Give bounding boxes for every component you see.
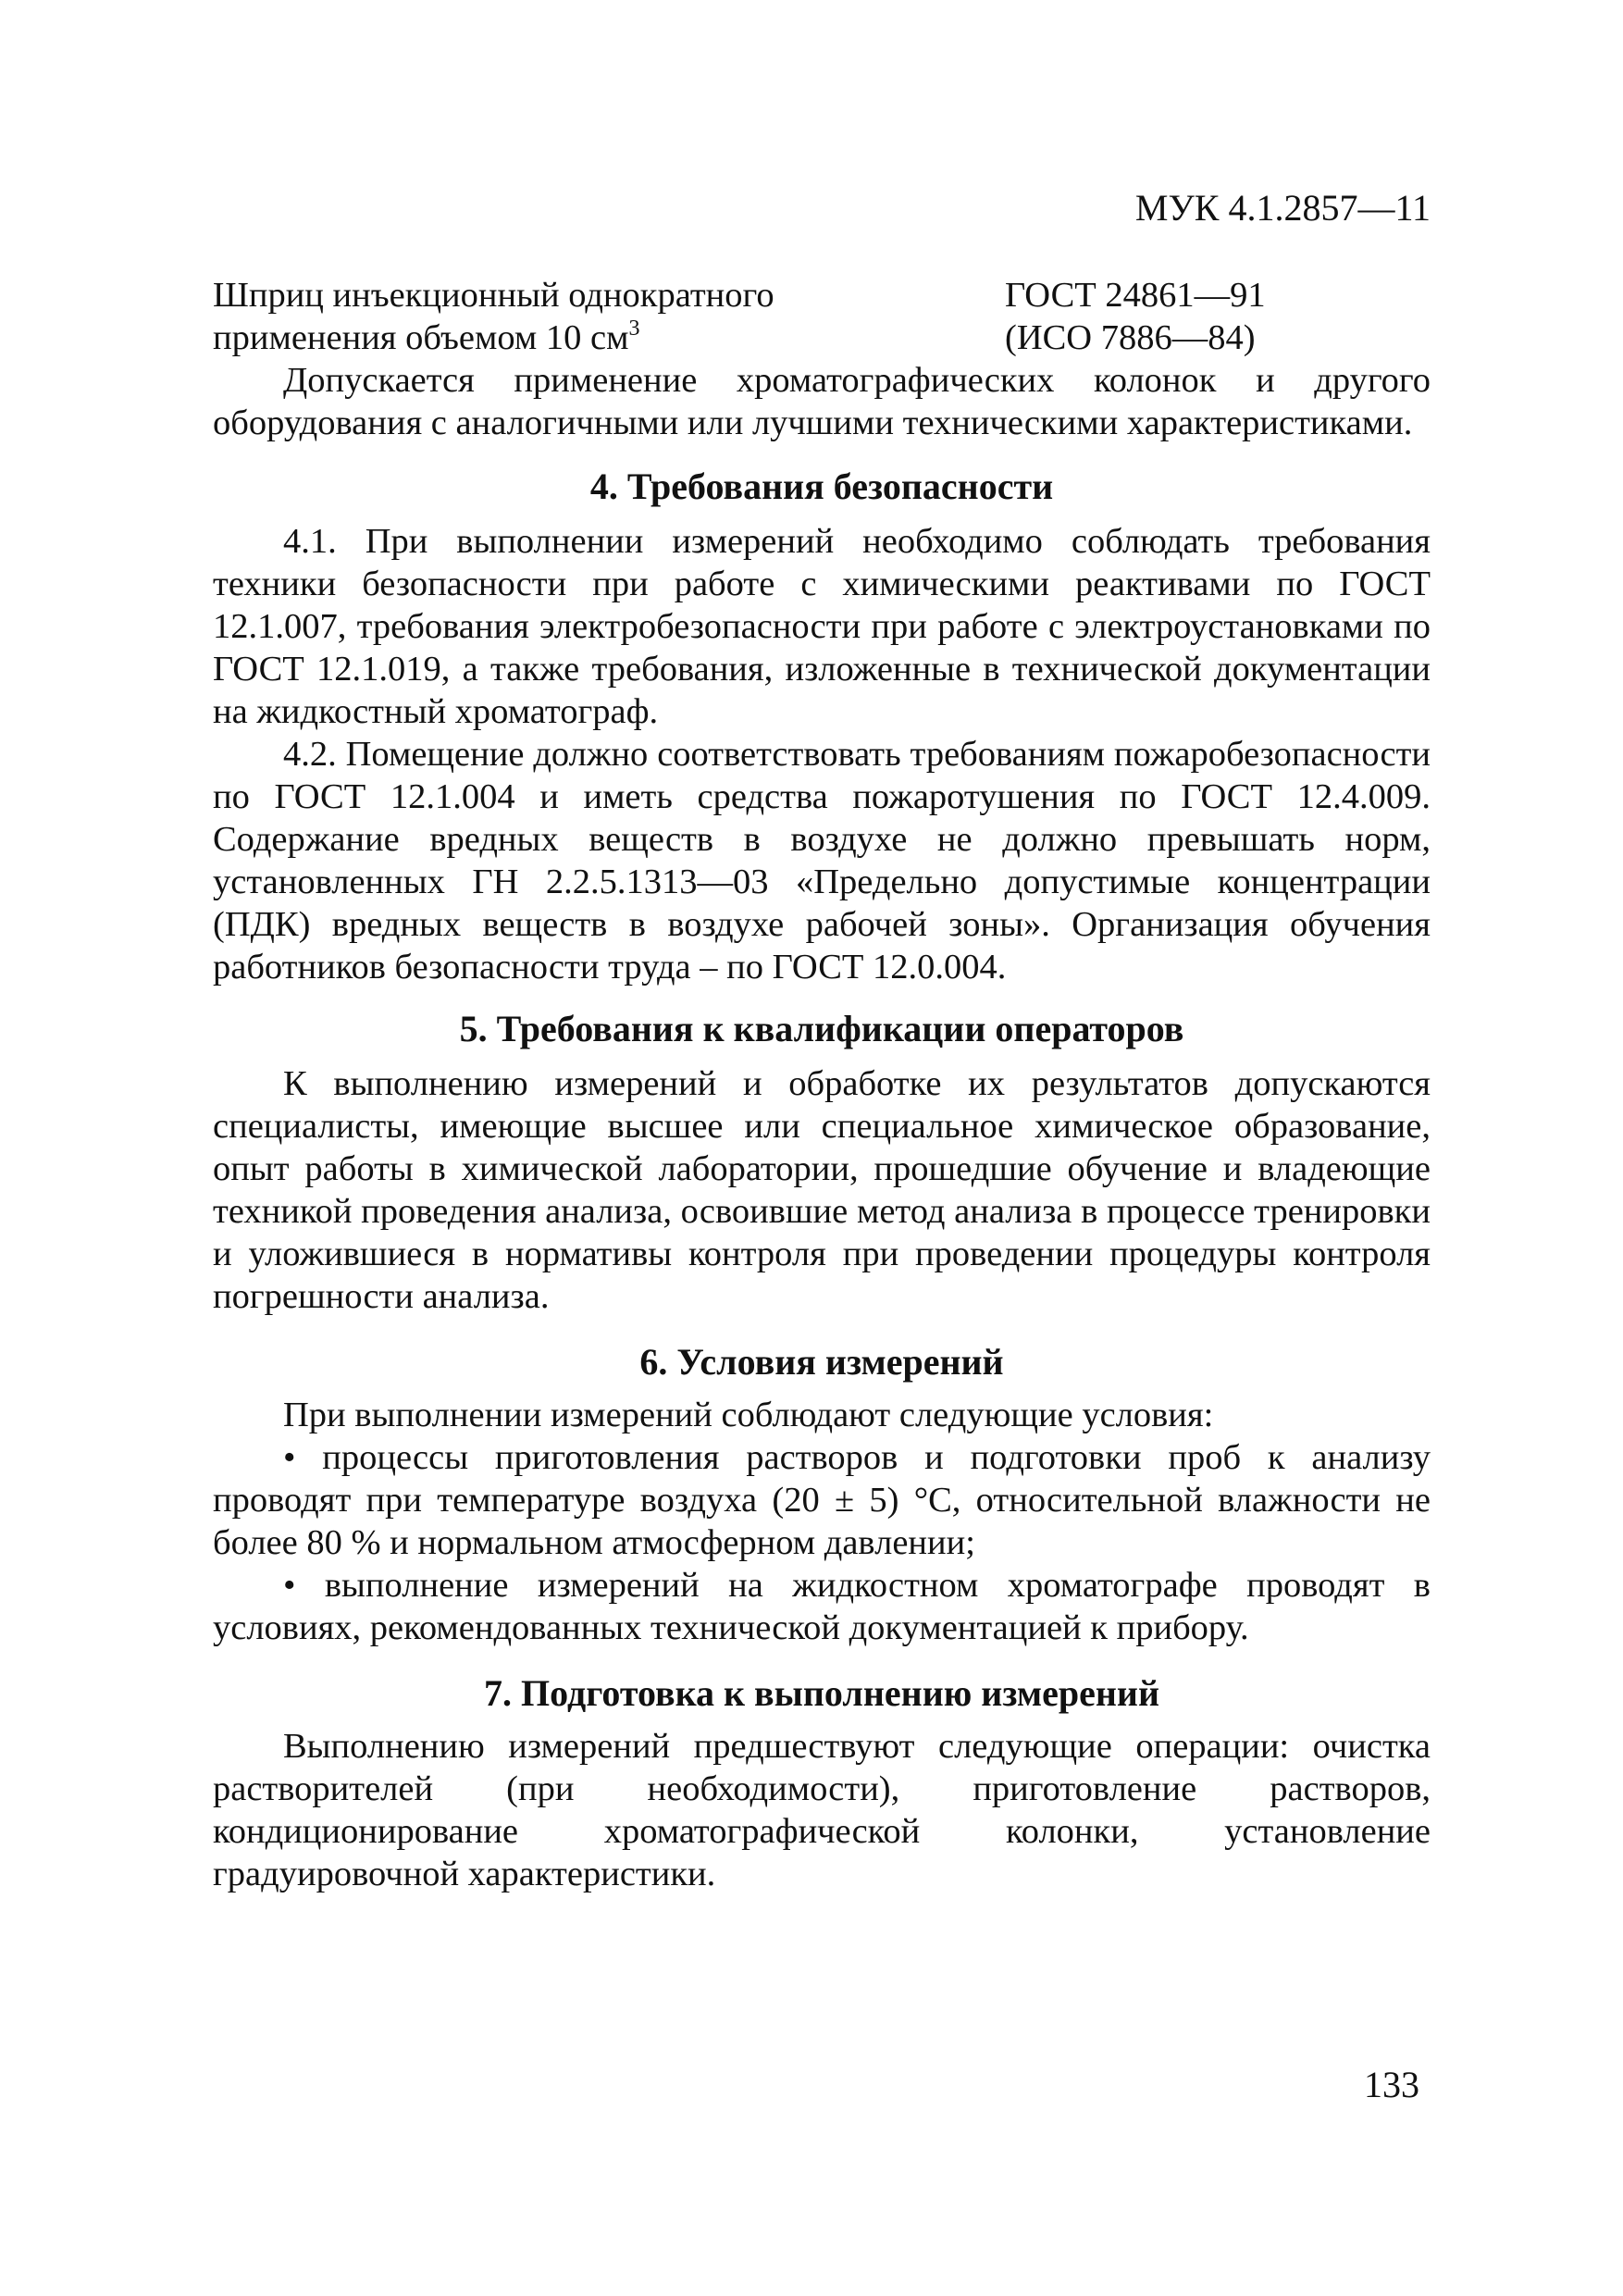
page-number: 133 [1364,2064,1419,2105]
section-6-bullet-2: • выполнение измерений на жидкостном хроматографе проводят в условиях, рекомендованных технической документацией к прибору. [213,1566,1431,1647]
section-5-paragraph-1: К выполнению измерений и обработке их результатов допускаются специалисты, имеющие высшее или специальное химическое образование, опыт работы в химической лаборатории, прошедшие обучение и владеющие техникой проведения анализа, освоившие метод анализа в процессе тренировки и уложившиеся в нормативы контроля при проведении процедуры контроля погрешности анализа. [213,1064,1431,1316]
section-7-title: 7. Подготовка к выполнению измерений [484,1672,1159,1714]
section-4-title: 4. Требования безопасности [589,465,1054,507]
equipment-name [213,274,1005,359]
document-code: МУК 4.1.2857—11 [1134,187,1431,229]
equipment-standard-line1: ГОСТ 24861—91 [1005,276,1266,315]
equipment-standard [1005,274,1431,359]
section-6-bullet-1: • процессы приготовления растворов и подготовки проб к анализу проводят при температуре воздуха (20 ± 5) °С, относительной влажности не более 80 % и нормальном атмосферном давлении; [213,1438,1431,1562]
section-4-paragraph-1: 4.1. При выполнении измерений необходимо соблюдать требования техники безопасности при работе с химическими реактивами по ГОСТ 12.1.007, требования электробезопасности при работе с электроустановками по ГОСТ 12.1.019, а также требования, изложенные в технической документации на жидкостный хроматограф. [213,522,1431,731]
section-6-intro: При выполнении измерений соблюдают следующие условия: [283,1396,1214,1434]
equipment-name-line1: Шприц инъекционный однократного [213,276,774,315]
equipment-entry [213,274,1431,359]
section-4-paragraph-2: 4.2. Помещение должно соответствовать требованиям пожаробезопасности по ГОСТ 12.1.004 и иметь средства пожаротушения по ГОСТ 12.4.009. Содержание вредных веществ в воздухе не должно превышать норм, установленных ГН 2.2.5.1313—03 «Предельно допустимые концентрации (ПДК) вредных веществ в воздухе рабочей зоны». Организация обучения работников безопасности труда – по ГОСТ 12.0.004. [213,735,1431,987]
page-content [213,274,1431,1895]
equipment-name-text: применения объемом 10 см [213,318,629,357]
equipment-standard-line2: (ИСО 7886—84) [1005,318,1256,357]
equipment-unit-superscript: 3 [628,316,640,341]
section-5-title: 5. Требования к квалификации операторов [459,1008,1184,1049]
section-7-paragraph-1: Выполнению измерений предшествуют следующие операции: очистка растворителей (при необходимости), приготовление растворов, кондиционирование хроматографической колонки, установление градуировочной характеристики. [213,1727,1431,1893]
equipment-note: Допускается применение хроматографических колонок и другого оборудования с аналогичными или лучшими техническими характеристиками. [213,361,1431,442]
section-6-title: 6. Условия измерений [639,1341,1004,1383]
equipment-name-line2 [213,316,1005,359]
